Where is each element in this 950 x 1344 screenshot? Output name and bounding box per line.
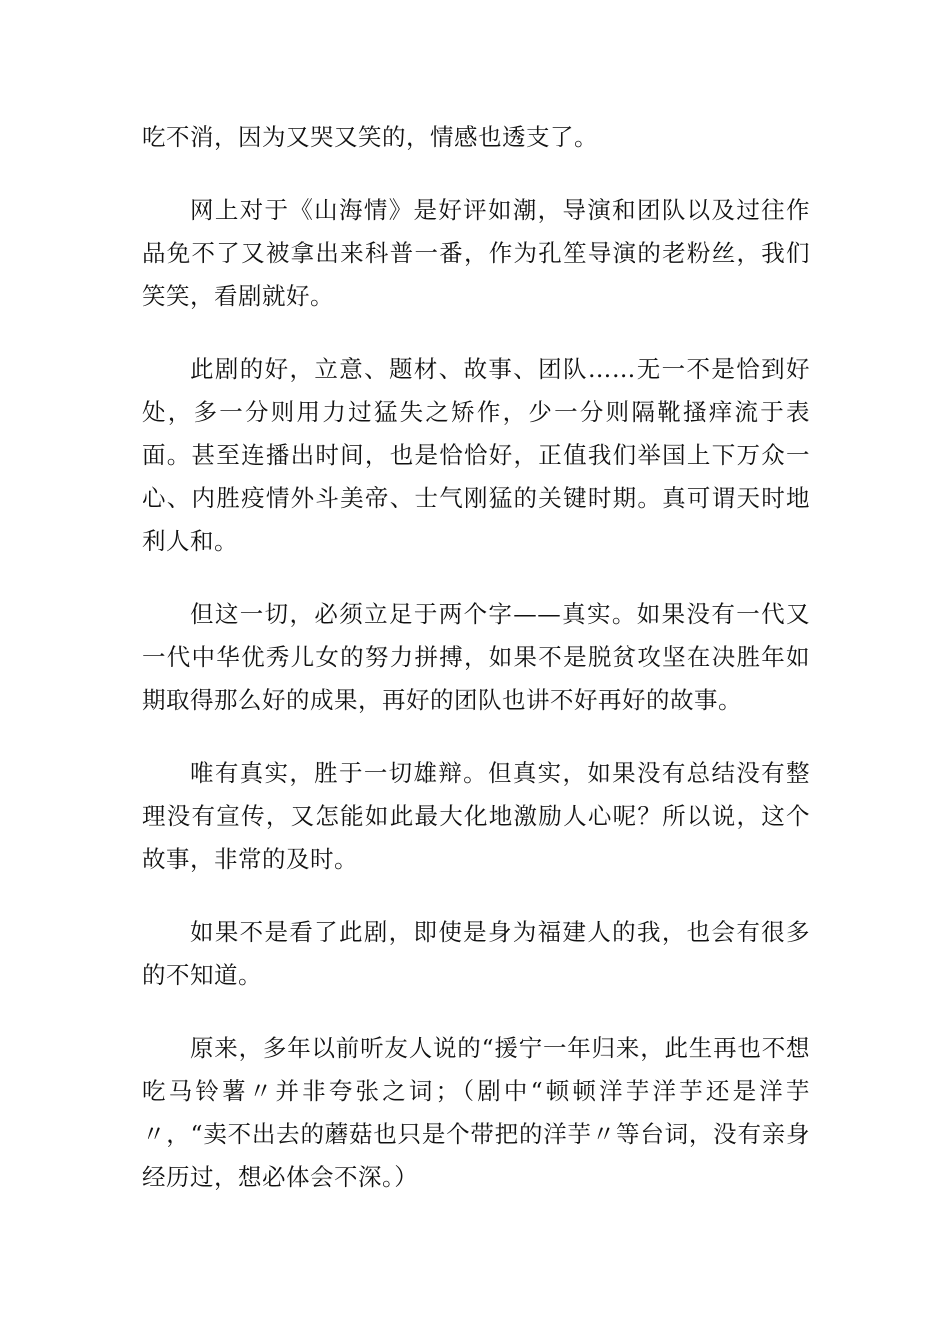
paragraph-4: 但这一切，必须立足于两个字——真实。如果没有一代又一代中华优秀儿女的努力拼搏，如果不是脱贫攻坚在决胜年如期取得那么好的成果，再好的团队也讲不好再好的故事。 [142,600,810,714]
paragraph-6: 如果不是看了此剧，即使是身为福建人的我，也会有很多的不知道。 [142,918,810,989]
paragraph-1: 吃不消，因为又哭又笑的，情感也透支了。 [142,123,598,151]
paragraph-5: 唯有真实，胜于一切雄辩。但真实，如果没有总结没有整理没有宣传，又怎能如此最大化地激励人心呢？所以说，这个故事，非常的及时。 [142,759,810,873]
paragraph-7: 原来，多年以前听友人说的“援宁一年归来，此生再也不想吃马铃薯〃并非夸张之词；（剧中“顿顿洋芋洋芋还是洋芋〃，“卖不出去的蘑菇也只是个带把的洋芋〃等台词，没有亲身经历过，想必体会不深。） [142,1034,810,1191]
paragraph-2: 网上对于《山海情》是好评如潮，导演和团队以及过往作品免不了又被拿出来科普一番，作为孔笙导演的老粉丝，我们笑笑，看剧就好。 [142,196,810,310]
paragraph-3: 此剧的好，立意、题材、故事、团队……无一不是恰到好处，多一分则用力过猛失之矫作，少一分则隔靴搔痒流于表面。甚至连播出时间，也是恰恰好，正值我们举国上下万众一心、内胜疫情外斗美帝、士气刚猛的关键时期。真可谓天时地利人和。 [142,355,810,555]
